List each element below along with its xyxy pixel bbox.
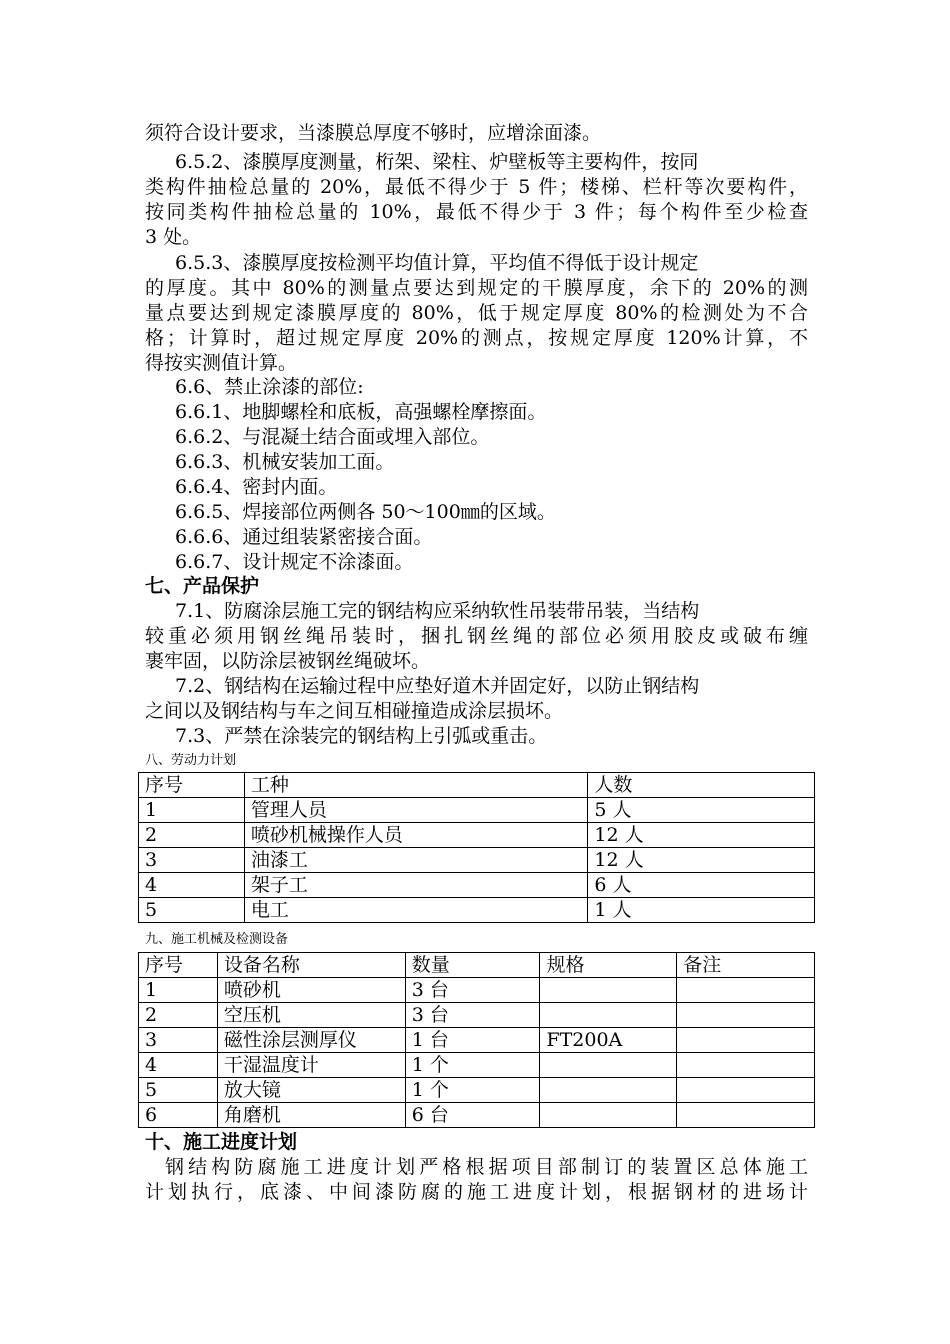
table-row — [139, 873, 815, 898]
table-cell: 3 台 — [405, 1003, 540, 1028]
table-cell: 3 台 — [405, 978, 540, 1003]
table-cell: 6 人 — [588, 873, 815, 898]
paragraph-line: 较重必须用钢丝绳吊装时，捆扎钢丝绳的部位必须用胶皮或破布缠 — [145, 625, 808, 647]
table-cell: 管理人员 — [244, 798, 588, 823]
table-cell: 2 — [139, 1003, 218, 1028]
table-cell: 1 台 — [405, 1028, 540, 1053]
paragraph-line: 格；计算时，超过规定厚度 20%的测点，按规定厚度 120%计算，不 — [145, 327, 808, 349]
table-cell: 5 人 — [588, 798, 815, 823]
table-cell: 1 个 — [405, 1053, 540, 1078]
table-cell — [677, 1003, 815, 1028]
paragraph-line: 3 处。 — [145, 226, 202, 248]
table-caption: 八、劳动力计划 — [145, 753, 237, 768]
table-cell: 1 人 — [588, 898, 815, 923]
paragraph-line: 7.2、钢结构在运输过程中应垫好道木并固定好，以防止钢结构 — [175, 675, 700, 697]
paragraph-line: 量点要达到规定漆膜厚度的 80%，低于规定厚度 80%的检测处为不合 — [145, 302, 808, 324]
table-cell: 干湿温度计 — [217, 1053, 405, 1078]
paragraph-line: 计划执行，底漆、中间漆防腐的施工进度计划，根据钢材的进场计 — [145, 1181, 808, 1203]
table-row — [139, 978, 815, 1003]
table-cell: 1 — [139, 978, 218, 1003]
header-cell: 设备名称 — [217, 953, 405, 978]
paragraph-line: 6.6.2、与混凝土结合面或埋入部位。 — [175, 426, 490, 448]
table-cell — [540, 1078, 677, 1103]
paragraph-line: 6.5.3、漆膜厚度按检测平均值计算，平均值不得低于设计规定 — [175, 252, 699, 274]
table-cell: 6 台 — [405, 1103, 540, 1128]
table-header-row — [139, 773, 815, 798]
table-cell: 3 — [139, 1028, 218, 1053]
table-cell: 电工 — [244, 898, 588, 923]
table-cell: 2 — [139, 823, 245, 848]
table-cell — [677, 978, 815, 1003]
table-row — [139, 1078, 815, 1103]
table-cell: 放大镜 — [217, 1078, 405, 1103]
table-cell — [677, 1078, 815, 1103]
header-cell: 序号 — [139, 773, 245, 798]
labor-plan-table — [138, 772, 815, 923]
paragraph-line: 得按实测值计算。 — [145, 352, 298, 374]
header-cell: 数量 — [405, 953, 540, 978]
table-cell: 5 — [139, 1078, 218, 1103]
table-cell: 6 — [139, 1103, 218, 1128]
table-cell: 喷砂机 — [217, 978, 405, 1003]
table-cell — [677, 1053, 815, 1078]
table-header-row — [139, 953, 815, 978]
paragraph-line: 按同类构件抽检总量的 10%，最低不得少于 3 件；每个构件至少检查 — [145, 201, 808, 223]
table-cell: 喷砂机械操作人员 — [244, 823, 588, 848]
table-cell: 油漆工 — [244, 848, 588, 873]
paragraph-line: 6.5.2、漆膜厚度测量，桁架、梁柱、炉壁板等主要构件，按同 — [175, 151, 699, 173]
table-row — [139, 823, 815, 848]
table-cell — [540, 1053, 677, 1078]
table-cell: 1 — [139, 798, 245, 823]
table-row — [139, 798, 815, 823]
table-cell — [540, 1003, 677, 1028]
table-cell — [677, 1103, 815, 1128]
table-cell: 1 个 — [405, 1078, 540, 1103]
table-cell: 角磨机 — [217, 1103, 405, 1128]
table-cell: 4 — [139, 1053, 218, 1078]
header-cell: 备注 — [677, 953, 815, 978]
table-cell: FT200A — [540, 1028, 677, 1053]
table-row — [139, 1028, 815, 1053]
table-cell: 5 — [139, 898, 245, 923]
header-cell: 工种 — [244, 773, 588, 798]
table-row — [139, 1053, 815, 1078]
table-row — [139, 898, 815, 923]
paragraph-line: 的厚度。其中 80%的测量点要达到规定的干膜厚度，余下的 20%的测 — [145, 277, 808, 299]
section-heading: 七、产品保护 — [145, 575, 260, 597]
table-cell: 空压机 — [217, 1003, 405, 1028]
paragraph-line: 类构件抽检总量的 20%，最低不得少于 5 件；楼梯、栏杆等次要构件， — [145, 176, 808, 198]
paragraph-line: 6.6.3、机械安装加工面。 — [175, 451, 395, 473]
paragraph-line: 须符合设计要求，当漆膜总厚度不够时，应增涂面漆。 — [145, 122, 602, 144]
table-cell — [677, 1028, 815, 1053]
table-cell: 3 — [139, 848, 245, 873]
paragraph-line: 之间以及钢结构与车之间互相碰撞造成涂层损坏。 — [145, 700, 564, 722]
header-cell: 人数 — [588, 773, 815, 798]
table-cell: 4 — [139, 873, 245, 898]
paragraph-line: 裹牢固，以防涂层被钢丝绳破坏。 — [145, 650, 431, 672]
paragraph-line: 6.6.7、设计规定不涂漆面。 — [175, 551, 414, 573]
paragraph-line: 6.6.4、密封内面。 — [175, 476, 338, 498]
paragraph-line: 6.6.5、焊接部位两侧各 50～100㎜的区域。 — [175, 501, 556, 523]
header-cell: 规格 — [540, 953, 677, 978]
paragraph-line: 钢结构防腐施工进度计划严格根据项目部制订的装置区总体施工 — [165, 1156, 808, 1178]
section-heading: 十、施工进度计划 — [145, 1131, 298, 1153]
table-cell: 12 人 — [588, 823, 815, 848]
table-cell — [540, 1103, 677, 1128]
paragraph-line: 7.1、防腐涂层施工完的钢结构应采纳软性吊装带吊装，当结构 — [175, 600, 700, 622]
paragraph-line: 6.6、禁止涂漆的部位: — [175, 376, 364, 398]
table-row — [139, 1103, 815, 1128]
table-row — [139, 848, 815, 873]
paragraph-line: 6.6.1、地脚螺栓和底板，高强螺栓摩擦面。 — [175, 401, 547, 423]
table-row — [139, 1003, 815, 1028]
header-cell: 序号 — [139, 953, 218, 978]
table-cell: 架子工 — [244, 873, 588, 898]
table-cell — [540, 978, 677, 1003]
table-cell: 磁性涂层测厚仪 — [217, 1028, 405, 1053]
paragraph-line: 7.3、严禁在涂装完的钢结构上引弧或重击。 — [175, 725, 548, 747]
table-caption: 九、施工机械及检测设备 — [145, 932, 289, 947]
paragraph-line: 6.6.6、通过组装紧密接合面。 — [175, 526, 433, 548]
equipment-table — [138, 952, 815, 1128]
table-cell: 12 人 — [588, 848, 815, 873]
